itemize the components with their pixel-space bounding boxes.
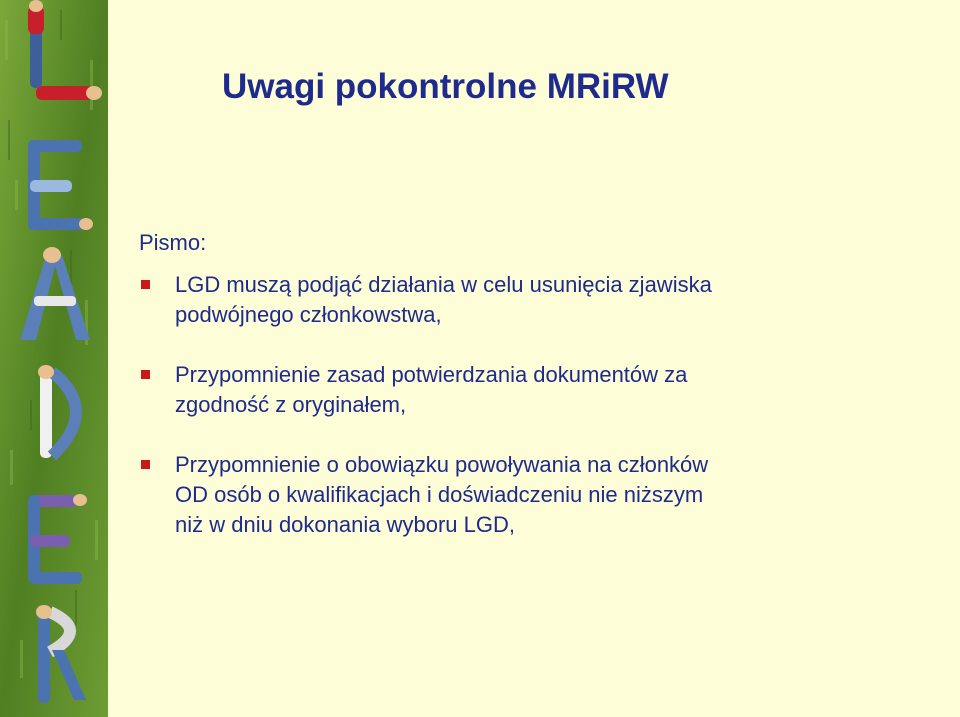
square-bullet-icon: [141, 460, 150, 469]
list-item: [139, 360, 899, 420]
square-bullet-icon: [141, 280, 150, 289]
bullet-text-line: Przypomnienie o obowiązku powoływania na członków: [175, 452, 709, 477]
bullet-text-line: niż w dniu dokonania wyboru LGD,: [175, 512, 515, 537]
grass-photo-strip: [0, 0, 108, 717]
bullet-text-line: OD osób o kwalifikacjach i doświadczeniu nie niższym: [175, 482, 704, 507]
bullet-text-line: zgodność z oryginałem,: [175, 392, 407, 417]
square-bullet-icon: [141, 370, 150, 379]
bullet-text-line: Przypomnienie zasad potwierdzania dokumentów za: [175, 362, 688, 387]
people-on-grass-image: [0, 0, 108, 717]
bullet-text-line: podwójnego członkowstwa,: [175, 302, 442, 327]
slide-title: Uwagi pokontrolne MRiRW: [222, 67, 669, 106]
list-item: [139, 450, 899, 540]
bullet-list: [139, 270, 899, 570]
bullet-text-line: LGD muszą podjąć działania w celu usunięcia zjawiska: [175, 272, 712, 297]
intro-label: Pismo:: [139, 230, 207, 255]
list-item: [139, 270, 899, 330]
